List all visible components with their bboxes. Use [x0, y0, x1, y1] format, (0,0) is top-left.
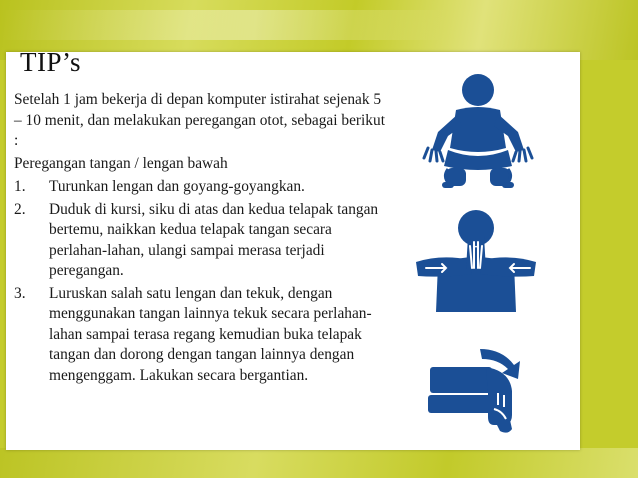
background-bottom-band — [0, 448, 638, 478]
intro-paragraph: Setelah 1 jam bekerja di depan komputer istirahat sejenak 5 – 10 menit, dan melakukan peregangan otot, sebagai berikut : — [14, 91, 385, 149]
list-item-number: 1. — [14, 178, 26, 195]
list-item-number: 2. — [14, 200, 26, 218]
list-item — [14, 177, 386, 198]
list-item-number: 3. — [14, 284, 26, 302]
palms-together-illustration — [412, 208, 544, 314]
wrist-bend-illustration — [428, 345, 528, 437]
list-item-text: Luruskan salah satu lengan dan tekuk, dengan menggunakan tangan lainnya tekuk secara perlahan-lahan sampai terasa regang kemudian buka telapak tangan dan dorong dengan tangan lainnya dengan mengenggam. Lakukan secara bergantian. — [49, 284, 372, 384]
subheading: Peregangan tangan / lengan bawah — [14, 154, 228, 172]
seated-arms-down-illustration — [418, 70, 543, 195]
list-item — [14, 200, 386, 282]
slide-body — [14, 90, 386, 388]
background-stripe — [0, 10, 638, 40]
list-item-text: Duduk di kursi, siku di atas dan kedua telapak tangan bertemu, naikkan kedua telapak tangan secara perlahan-lahan, ulangi sampai merasa terjadi peregangan. — [49, 200, 379, 279]
list-item-text: Turunkan lengan dan goyang-goyangkan. — [49, 178, 305, 195]
slide-title: TIP’s — [20, 47, 82, 77]
list-item — [14, 284, 386, 387]
